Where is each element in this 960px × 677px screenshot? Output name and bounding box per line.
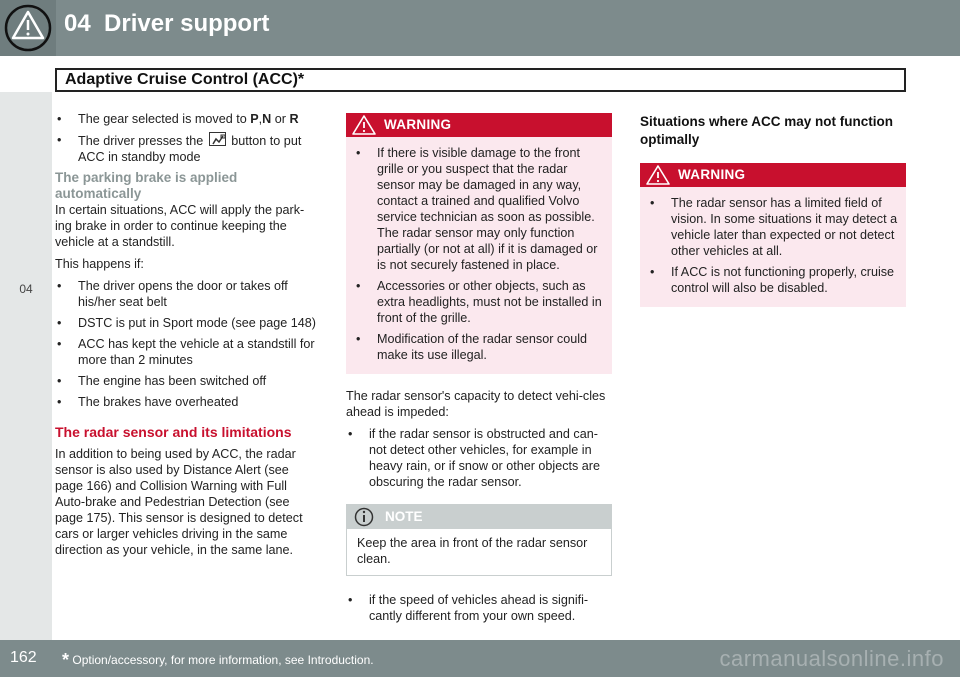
note-label: NOTE [385, 509, 423, 524]
bullet: • [650, 265, 655, 279]
chapter-name: Driver support [104, 10, 270, 37]
column-right [640, 113, 906, 307]
capacity-text: The radar sensor's capacity to detect vehi-cles ahead is impeded: [346, 389, 606, 419]
watermark: carmanualsonline.info [719, 646, 944, 671]
bullet: • [57, 133, 62, 147]
standby-text-pre: The driver presses the [78, 134, 207, 148]
note-text: Keep the area in front of the radar sensor clean. [357, 536, 588, 566]
gear-sep: , [258, 112, 263, 126]
warning-body [640, 187, 906, 307]
list-item [648, 264, 898, 296]
footnote-text: Option/accessory, for more information, see Introduction. [72, 653, 374, 667]
warning-triangle-icon [0, 0, 56, 56]
gear-p: P [250, 112, 259, 126]
bullet: • [57, 316, 62, 330]
list-item [55, 278, 319, 310]
header-icon-box [0, 0, 56, 56]
happens-if-text: This happens if: [55, 257, 144, 271]
warning-text: The radar sensor has a limited field of vision. In some situations it may detect a vehicle later than expected or not detect other vehicles at all. [671, 196, 898, 258]
list-item [55, 373, 319, 389]
warning-text: If there is visible damage to the front grille or you suspect that the radar sensor may be damaged in any way, contact a trained and qualified Volvo service technician as soon as possible. The radar sensor may only function partially (or not at all) if it is damaged or is not securely fastened in place. [377, 146, 598, 272]
page-number-box [0, 640, 52, 677]
page-number: 162 [10, 649, 37, 666]
standby-text-post: button to put ACC in standby mode [78, 134, 302, 164]
section-title: Adaptive Cruise Control (ACC)* [65, 71, 305, 88]
bullet: • [348, 427, 353, 441]
bullet: • [57, 395, 62, 409]
bullet: • [57, 112, 62, 126]
warning-triangle-icon [646, 165, 670, 185]
warning-box [346, 113, 612, 374]
chapter-number: 04 [64, 10, 91, 37]
list-item [354, 278, 604, 326]
condition-text: The driver opens the door or takes off his/her seat belt [78, 279, 288, 309]
warning-header [346, 113, 612, 137]
warning-header [640, 163, 906, 187]
gear-text: The gear selected is moved to [78, 112, 251, 126]
warning-triangle-icon [352, 115, 376, 135]
column-left [55, 111, 319, 564]
warning-text: Accessories or other objects, such as extra headlights, must not be installed in front of the grille. [377, 279, 602, 325]
speed-text: if the speed of vehicles ahead is signifi-cantly different from your own speed. [369, 593, 589, 623]
radar-sensor-heading: The radar sensor and its limitations [55, 424, 292, 440]
chapter-title [64, 10, 269, 38]
bullet: • [356, 146, 361, 160]
condition-text: The engine has been switched off [78, 374, 267, 388]
bullet: • [57, 279, 62, 293]
situations-heading: Situations where ACC may not function optimally [640, 114, 894, 147]
list-item [55, 394, 319, 410]
column-middle [346, 113, 612, 629]
bullet: • [650, 196, 655, 210]
bullet: • [348, 593, 353, 607]
list-item [346, 426, 612, 490]
list-item [55, 132, 319, 165]
bullet: • [57, 374, 62, 388]
condition-text: DSTC is put in Sport mode (see page 148) [78, 316, 317, 330]
warning-body [346, 137, 612, 374]
bullet: • [57, 337, 62, 351]
warning-text: If ACC is not functioning properly, cruise control will also be disabled. [671, 265, 895, 295]
section-title-box [55, 68, 906, 92]
condition-text: ACC has kept the vehicle at a standstill for more than 2 minutes [78, 337, 315, 367]
note-header [347, 505, 611, 529]
list-item [354, 145, 604, 273]
parking-brake-heading: The parking brake is applied automatically [55, 170, 238, 201]
bullet: • [356, 279, 361, 293]
impeded-text: if the radar sensor is obstructed and can-not detect other vehicles, for example in heavy rain, or if snow or other objects are obscuring the radar sensor. [369, 427, 600, 489]
parking-brake-text: In certain situations, ACC will apply the park-ing brake in order to continue keeping the vehicle at a standstill. [55, 203, 305, 249]
list-item [346, 592, 612, 624]
list-item [55, 336, 319, 368]
list-item [648, 195, 898, 259]
bullet: • [356, 332, 361, 346]
gear-r: R [289, 112, 299, 126]
info-icon [353, 507, 375, 527]
radar-sensor-text: In addition to being used by ACC, the radar sensor is also used by Distance Alert (see page 166) and Collision Warning with Full Auto-brake and Pedestrian Detection (see page 175). This sensor is designed to detect cars or larger vehicles driving in the same direction as your vehicle, in the same lane. [55, 447, 303, 557]
page-footer [0, 640, 960, 677]
list-item [354, 331, 604, 363]
warning-text: Modification of the radar sensor could make its use illegal. [377, 332, 588, 362]
side-tab-label: 04 [19, 282, 33, 296]
warning-label: WARNING [384, 117, 452, 132]
footnote-star: * [62, 650, 70, 670]
chapter-side-tab [0, 92, 52, 640]
gear-n: N [262, 112, 272, 126]
note-box [346, 504, 612, 576]
condition-text: The brakes have overheated [78, 395, 239, 409]
list-item [55, 111, 319, 127]
footnote [62, 650, 374, 671]
gear-sep-or: or [271, 112, 290, 126]
chapter-header [0, 0, 960, 56]
warning-label: WARNING [678, 167, 746, 182]
warning-box [640, 163, 906, 307]
list-item [55, 315, 319, 331]
acc-button-icon [209, 132, 226, 146]
